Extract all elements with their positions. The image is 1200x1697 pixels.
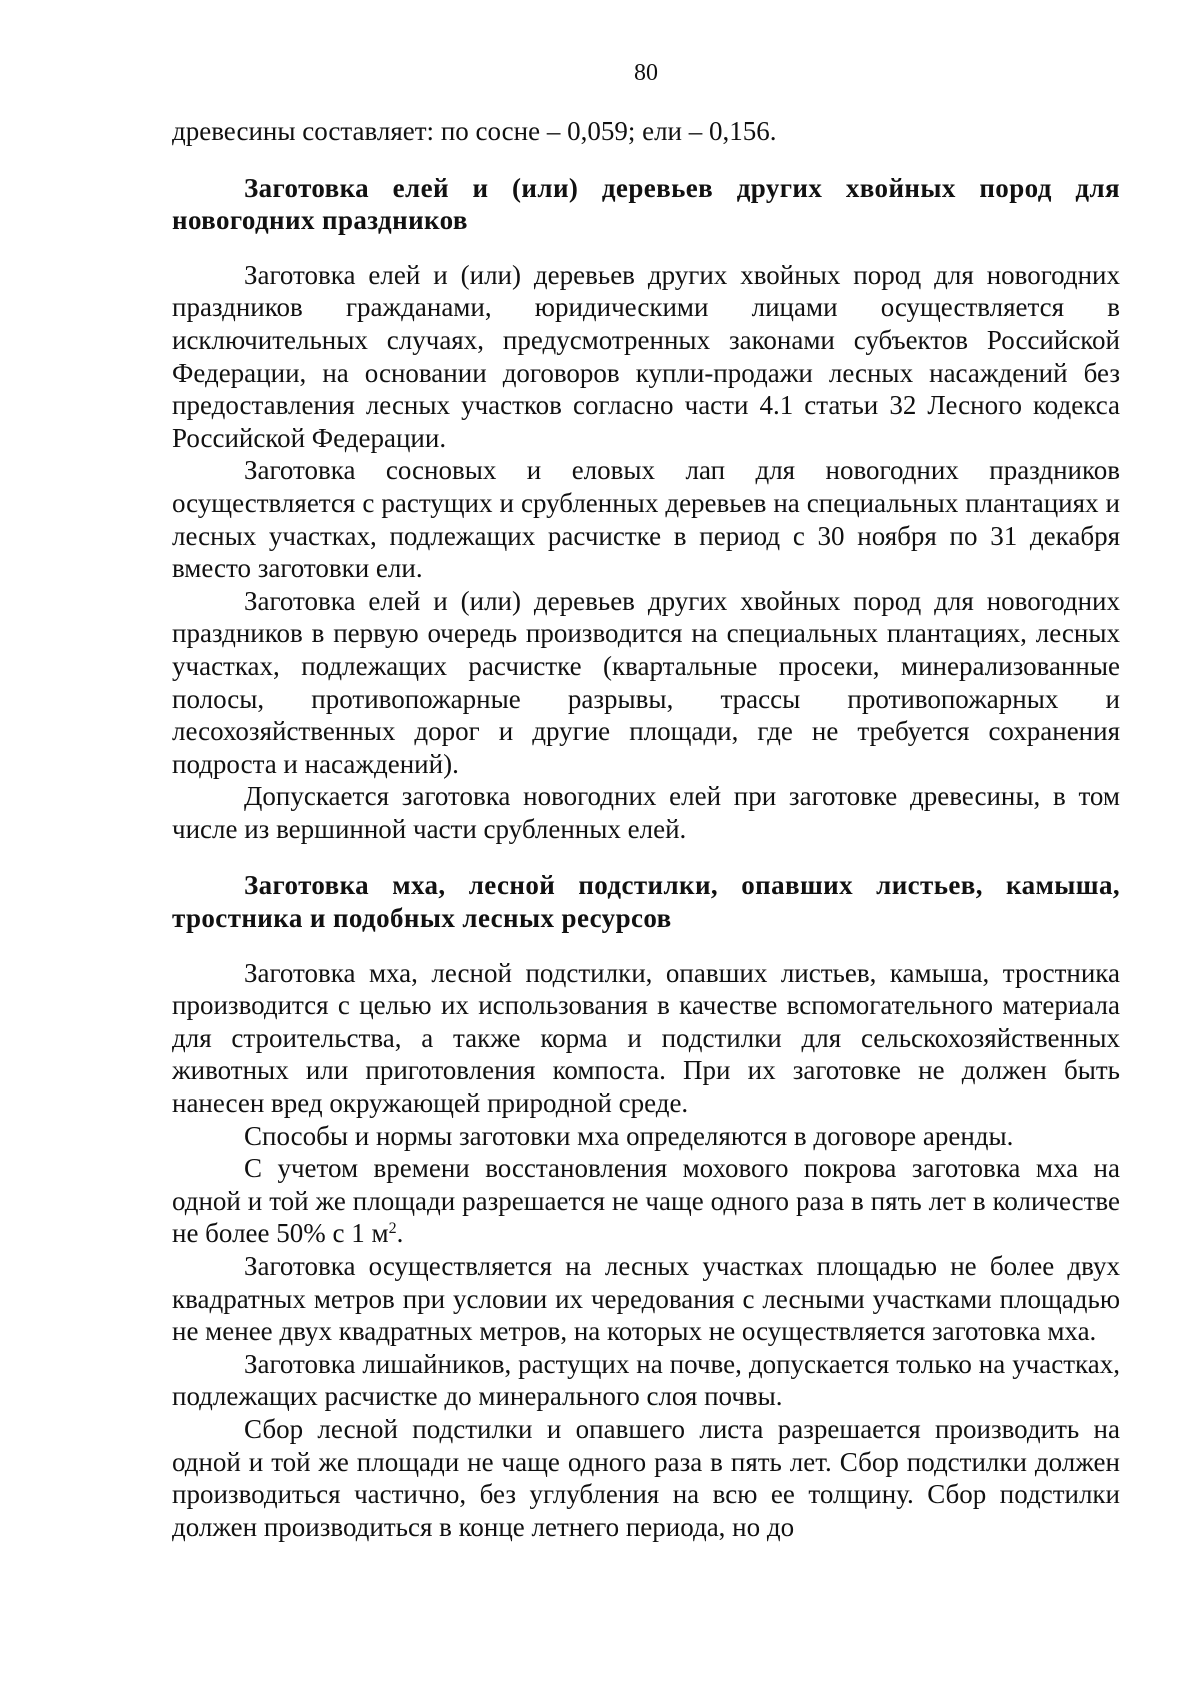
paragraph: Заготовка елей и (или) деревьев других хвойных пород для новогодних праздников гражданами, юридическими лицами осуществляется в исключительных случаях, предусмотренных законами субъектов Российской Федерации, на основании договоров купли-продажи лесных насаждений без предоставления лесных участков согласно части 4.1 статьи 32 Лесного кодекса Российской Федерации. [172, 259, 1120, 453]
paragraph-tail: . [396, 1218, 404, 1249]
section-moss-litter [172, 869, 1120, 1543]
square-superscript: 2 [388, 1220, 397, 1238]
section-new-year-trees [172, 172, 1120, 846]
paragraph: Заготовка мха, лесной подстилки, опавших листьев, камыша, тростника производится с целью их использования в качестве вспомогательного материала для строительства, а также корма и подстилки для сельскохозяйственных животных или приготовления компоста. При их заготовке не должен быть нанесен вред окружающей природной среде. [172, 957, 1120, 1119]
paragraph: Способы и нормы заготовки мха определяются в договоре аренды. [244, 1120, 1014, 1151]
lead-line: древесины составляет: по сосне – 0,059; ели – 0,156. [172, 116, 777, 146]
section-heading: Заготовка елей и (или) деревьев других хвойных пород для новогодних праздников [172, 172, 1120, 236]
page-content [172, 115, 1120, 1543]
paragraph-text: С учетом времени восстановления мохового покрова заготовка мха на одной и той же площади разрешается не чаще одного раза в пять лет в количестве не более 50% с 1 м [172, 1153, 1120, 1249]
moss-norm-paragraph [172, 1152, 1120, 1250]
paragraph: Заготовка сосновых и еловых лап для новогодних праздников осуществляется с растущих и срубленных деревьев на специальных плантациях и лесных участках, подлежащих расчистке в период с 30 ноября по 31 декабря вместо заготовки ели. [172, 455, 1120, 584]
paragraph: Заготовка осуществляется на лесных участках площадью не более двух квадратных метров при условии их чередования с лесными участками площадью не менее двух квадратных метров, на которых не осуществляется заготовка мха. [172, 1251, 1120, 1347]
paragraph: Заготовка елей и (или) деревьев других хвойных пород для новогодних праздников в первую очередь производится на специальных плантациях, лесных участках, подлежащих расчистке (квартальные просеки, минерализованные полосы, противопожарные разрывы, трассы противопожарных и лесохозяйственных дорог и другие площади, где не требуется сохранения подроста и насаждений). [172, 585, 1120, 779]
paragraph: Заготовка лишайников, растущих на почве, допускается только на участках, подлежащих расчистке до минерального слоя почвы. [172, 1348, 1120, 1412]
page-number: 80 [634, 60, 658, 86]
paragraph: Сбор лесной подстилки и опавшего листа разрешается производить на одной и той же площади не чаще одного раза в пять лет. Сбор подстилки должен производиться частично, без углубления на всю ее толщину. Сбор подстилки должен производиться в конце летнего периода, но до [172, 1413, 1120, 1542]
paragraph: Допускается заготовка новогодних елей при заготовке древесины, в том числе из вершинной части срубленных елей. [172, 781, 1120, 844]
section-heading: Заготовка мха, лесной подстилки, опавших листьев, камыша, тростника и подобных лесных ресурсов [172, 870, 1120, 934]
